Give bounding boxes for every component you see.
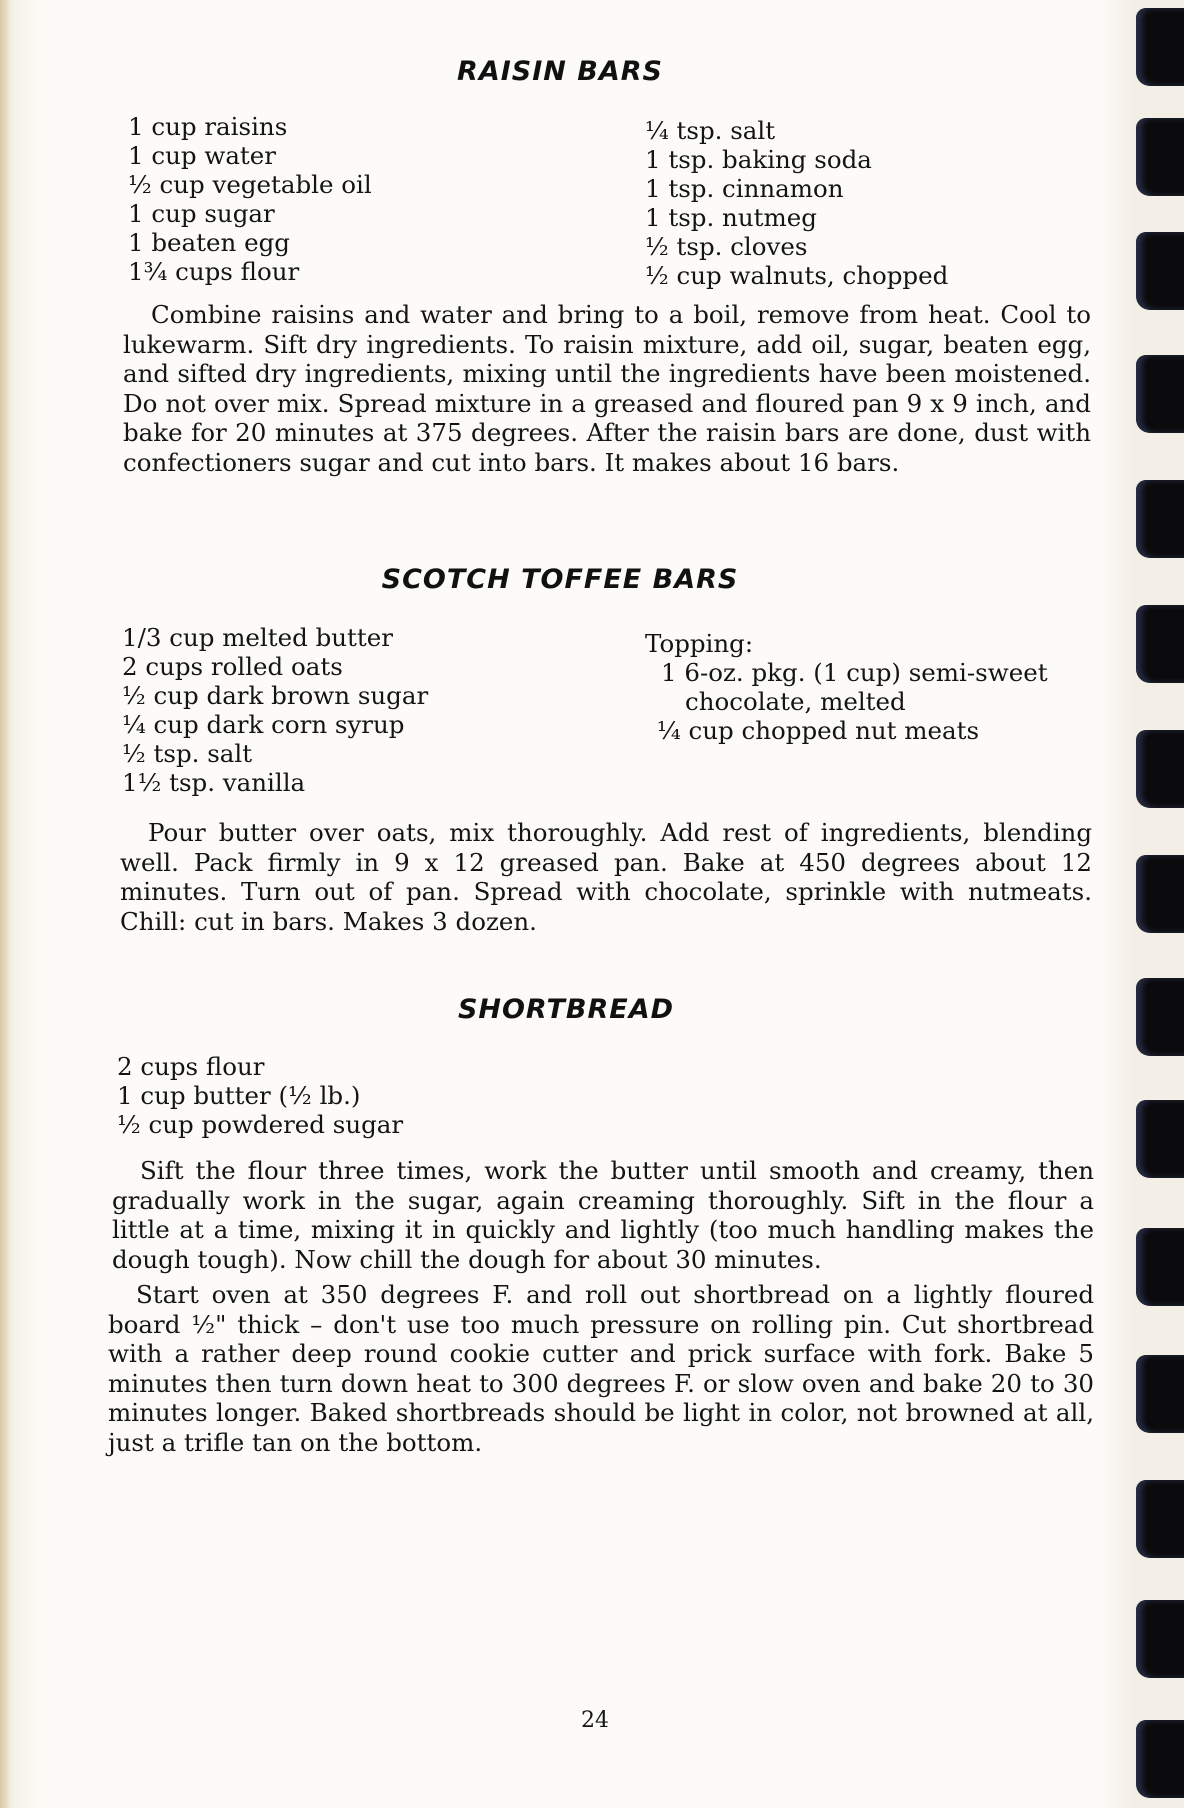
recipe-directions xyxy=(112,1156,1094,1274)
topping-list xyxy=(645,629,1048,745)
page-edge-shadow xyxy=(0,0,10,1808)
ingredient: ¼ cup chopped nut meats xyxy=(657,716,980,745)
ingredient: 1 beaten egg xyxy=(128,228,290,257)
recipe-directions xyxy=(108,1280,1094,1457)
binding-ring xyxy=(1136,1228,1184,1306)
topping-label: Topping: xyxy=(645,629,754,658)
ingredient: 1 tsp. baking soda xyxy=(645,145,872,174)
ingredient: 1 cup raisins xyxy=(128,112,288,141)
ingredient-list-left xyxy=(117,1052,403,1139)
ingredient: 1¾ cups flour xyxy=(128,257,300,286)
recipe-title: SCOTCH TOFFEE BARS xyxy=(381,564,739,595)
ingredient: ½ tsp. cloves xyxy=(645,232,808,261)
binding-ring xyxy=(1136,8,1184,86)
ingredient: 2 cups flour xyxy=(117,1052,265,1081)
ingredient: ¼ cup dark corn syrup xyxy=(122,710,405,739)
binding-ring xyxy=(1136,1600,1184,1678)
binding-ring xyxy=(1136,118,1184,196)
binding-ring xyxy=(1136,1355,1184,1433)
ingredient: 1 cup sugar xyxy=(128,199,275,228)
ingredient: ¼ tsp. salt xyxy=(645,116,776,145)
recipe-directions xyxy=(120,818,1092,936)
recipe-directions xyxy=(123,300,1091,477)
recipe-title: SHORTBREAD xyxy=(457,994,675,1025)
ingredient: ½ cup dark brown sugar xyxy=(122,681,429,710)
ingredient: 1/3 cup melted butter xyxy=(122,623,393,652)
ingredient: 1 6-oz. pkg. (1 cup) semi-sweet xyxy=(661,658,1048,687)
ingredient-list-right xyxy=(645,116,948,290)
binding-ring xyxy=(1136,1100,1184,1178)
ingredient: 1 cup butter (½ lb.) xyxy=(117,1081,361,1110)
spiral-binding xyxy=(1124,0,1184,1808)
directions-text: Combine raisins and water and bring to a boil, remove from heat. Cool to lukewarm. Sift dry ingredients. To raisin mixture, add oil, sugar, beaten egg, and sifted dry ingredients, mixing until the ingredients have been moistened. Do not over mix. Spread mixture in a greased and floured pan 9 x 9 inch, and bake for 20 minutes at 375 degrees. After the raisin bars are done, dust with confectioners sugar and cut into bars. It makes about 16 bars. xyxy=(123,300,1091,477)
page-number: 24 xyxy=(581,1708,609,1733)
binding-ring xyxy=(1136,978,1184,1056)
directions-text: Sift the flour three times, work the butter until smooth and creamy, then gradually work in the sugar, again creaming thoroughly. Sift in the flour a little at a time, mixing it in quickly and lightly (too much handling makes the dough tough). Now chill the dough for about 30 minutes. xyxy=(112,1156,1094,1274)
ingredient: chocolate, melted xyxy=(685,687,906,716)
ingredient: ½ cup powdered sugar xyxy=(117,1110,404,1139)
binding-ring xyxy=(1136,480,1184,558)
ingredient: 1 tsp. nutmeg xyxy=(645,203,817,232)
ingredient-list-left xyxy=(128,112,372,286)
binding-ring xyxy=(1136,355,1184,433)
ingredient: 1½ tsp. vanilla xyxy=(122,768,306,797)
binding-ring xyxy=(1136,855,1184,933)
binding-ring xyxy=(1136,730,1184,808)
ingredient: ½ cup vegetable oil xyxy=(128,170,372,199)
binding-ring xyxy=(1136,605,1184,683)
ingredient-list-left xyxy=(122,623,428,797)
ingredient: 2 cups rolled oats xyxy=(122,652,343,681)
ingredient: ½ cup walnuts, chopped xyxy=(645,261,949,290)
directions-text: Pour butter over oats, mix thoroughly. Add rest of ingredients, blending well. Pack firmly in 9 x 12 greased pan. Bake at 450 degrees about 12 minutes. Turn out of pan. Spread with chocolate, sprinkle with nutmeats. Chill: cut in bars. Makes 3 dozen. xyxy=(120,818,1092,936)
ingredient: ½ tsp. salt xyxy=(122,739,253,768)
binding-ring xyxy=(1136,232,1184,310)
recipe-title: RAISIN BARS xyxy=(457,56,663,87)
binding-ring xyxy=(1136,1480,1184,1558)
directions-text: Start oven at 350 degrees F. and roll out shortbread on a lightly floured board ½" thick – don't use too much pressure on rolling pin. Cut shortbread with a rather deep round cookie cutter and prick surface with fork. Bake 5 minutes then turn down heat to 300 degrees F. or slow oven and bake 20 to 30 minutes longer. Baked shortbreads should be light in color, not browned at all, just a trifle tan on the bottom. xyxy=(108,1280,1094,1457)
ingredient: 1 cup water xyxy=(128,141,276,170)
ingredient: 1 tsp. cinnamon xyxy=(645,174,844,203)
